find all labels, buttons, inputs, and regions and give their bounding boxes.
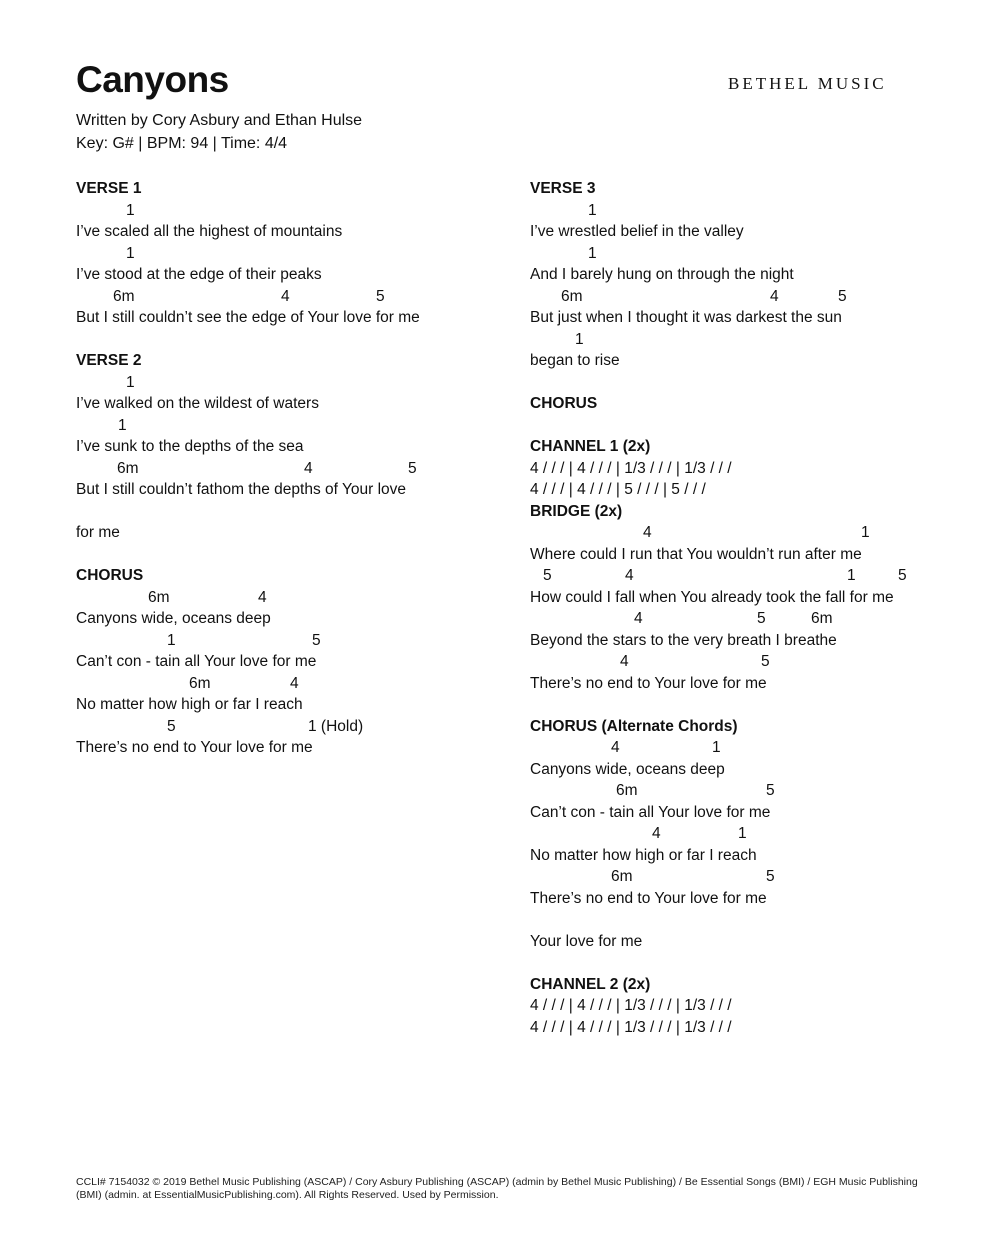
chord: 1 — [167, 631, 176, 649]
lyric-line: There’s no end to Your love for me — [76, 739, 313, 756]
chord: 1 — [126, 201, 135, 219]
chord: 5 — [757, 610, 766, 627]
chord-line — [76, 372, 496, 394]
chord: 5 — [766, 782, 775, 799]
lyric-line: Can’t con - tain all Your love for me — [530, 803, 771, 821]
copyright-footer: CCLI# 7154032 © 2019 Bethel Music Publishing (ASCAP) / Cory Asbury Publishing (ASCAP) (admin by Bethel Music Publishing) / Be Essential Songs (BMI) / EGH Music Publishing (BMI) (admin. at EssentialMusicPublishing.com). All Rights Reserved. Used by Permission. — [76, 1176, 918, 1201]
chord: 4 — [620, 653, 629, 670]
blank-line — [76, 544, 496, 566]
lyric-line: I’ve scaled all the highest of mountains — [76, 223, 343, 240]
blank-line — [530, 694, 970, 716]
section-heading: CHORUS — [530, 395, 598, 412]
chord-line — [530, 200, 970, 222]
lyric-line: 4 / / / | 4 / / / | 1/3 / / / | 1/3 / / / — [530, 1018, 732, 1036]
chord-line — [530, 780, 970, 802]
right-column — [530, 178, 970, 1038]
chord: 6m — [616, 782, 638, 799]
chord-line — [530, 823, 970, 845]
chord: 1 — [126, 244, 135, 262]
lyric-line: How could I fall when You already took the fall for me — [530, 588, 894, 606]
chord-line — [76, 415, 496, 437]
chord: 5 — [543, 567, 552, 584]
chord-line — [530, 286, 970, 308]
chord: 4 — [625, 567, 634, 584]
chord-line — [76, 673, 496, 695]
chord: 1 — [588, 244, 597, 262]
chord: 4 — [304, 459, 313, 477]
chord-line — [530, 329, 970, 351]
chord: 4 — [611, 739, 620, 756]
section-heading: VERSE 2 — [76, 352, 142, 369]
chord-line — [530, 866, 970, 888]
blank-line — [530, 909, 970, 931]
chord: 6m — [117, 459, 139, 477]
chord-line — [76, 458, 496, 480]
lyric-line: 4 / / / | 4 / / / | 1/3 / / / | 1/3 / / / — [530, 459, 732, 477]
blank-line — [76, 501, 496, 523]
song-writers: Written by Cory Asbury and Ethan Hulse — [76, 112, 363, 129]
lyric-line: I’ve walked on the wildest of waters — [76, 395, 319, 412]
chord: 1 (Hold) — [308, 717, 364, 735]
lyric-line: 4 / / / | 4 / / / | 5 / / / | 5 / / / — [530, 481, 706, 498]
lyric-line: But just when I thought it was darkest the sun — [530, 309, 842, 326]
chord: 6m — [611, 868, 633, 885]
chord: 4 — [258, 588, 267, 606]
chord-line — [530, 522, 970, 544]
blank-line — [530, 415, 970, 437]
song-title: Canyons — [76, 59, 229, 100]
chord: 4 — [281, 287, 290, 305]
song-meta: Key: G# | BPM: 94 | Time: 4/4 — [76, 135, 288, 152]
lyric-line: Canyons wide, oceans deep — [76, 610, 271, 627]
chord: 6m — [113, 287, 135, 305]
lyric-line: There’s no end to Your love for me — [530, 674, 767, 692]
lyric-line: No matter how high or far I reach — [76, 696, 303, 713]
lyric-line: No matter how high or far I reach — [530, 846, 757, 864]
section-heading: CHORUS — [76, 567, 144, 584]
section-heading: CHORUS (Alternate Chords) — [530, 717, 738, 735]
lyric-line: for me — [76, 524, 120, 541]
chord: 6m — [148, 588, 170, 606]
lyric-line: Where could I run that You wouldn’t run after me — [530, 545, 862, 563]
lyric-line: I’ve stood at the edge of their peaks — [76, 266, 322, 283]
chord: 1 — [738, 825, 747, 842]
blank-line — [530, 952, 970, 974]
section-heading: VERSE 1 — [76, 180, 142, 197]
brand-logo: BETHEL MUSIC — [728, 74, 887, 93]
chord: 4 — [770, 287, 779, 305]
lyric-line: Beyond the stars to the very breath I breathe — [530, 631, 837, 649]
lyric-line: Can’t con - tain all Your love for me — [76, 653, 317, 670]
blank-line — [76, 329, 496, 351]
chord: 5 — [838, 287, 847, 305]
section-heading: BRIDGE (2x) — [530, 502, 623, 520]
chord: 5 — [312, 631, 321, 649]
chord-line — [530, 651, 970, 673]
chord: 4 — [290, 674, 299, 692]
chord: 1 — [118, 416, 127, 434]
chord: 5 — [898, 567, 907, 584]
chord-line — [76, 716, 496, 738]
chord: 6m — [811, 610, 833, 627]
section-heading: CHANNEL 1 (2x) — [530, 438, 651, 455]
lyric-line: 4 / / / | 4 / / / | 1/3 / / / | 1/3 / / / — [530, 997, 732, 1014]
left-column — [76, 178, 496, 759]
lyric-line: There’s no end to Your love for me — [530, 889, 767, 907]
chord-line — [76, 286, 496, 308]
chord: 6m — [561, 287, 583, 305]
chord: 1 — [588, 201, 597, 219]
chord-line — [76, 243, 496, 265]
chord-line — [530, 737, 970, 759]
section-heading: CHANNEL 2 (2x) — [530, 975, 651, 993]
chord: 1 — [847, 567, 856, 584]
lyric-line: Your love for me — [530, 932, 643, 950]
chord: 1 — [861, 524, 870, 541]
chord-line — [76, 630, 496, 652]
chord: 6m — [189, 674, 211, 692]
chord-line — [530, 608, 970, 630]
lyric-line: began to rise — [530, 352, 620, 369]
chord: 5 — [761, 653, 770, 670]
chord: 4 — [652, 825, 661, 842]
lyric-line: Canyons wide, oceans deep — [530, 760, 725, 778]
chord: 1 — [126, 373, 135, 391]
section-heading: VERSE 3 — [530, 180, 596, 197]
chord: 4 — [634, 610, 643, 627]
blank-line — [530, 372, 970, 394]
chord-line — [530, 243, 970, 265]
lyric-line: And I barely hung on through the night — [530, 266, 794, 283]
chord-line — [530, 565, 970, 587]
chord-line — [76, 200, 496, 222]
chord-line — [76, 587, 496, 609]
lyric-line: I’ve sunk to the depths of the sea — [76, 438, 304, 455]
chord: 5 — [408, 459, 417, 477]
chord: 1 — [575, 330, 584, 348]
chord: 5 — [766, 868, 775, 885]
lyric-line: But I still couldn’t see the edge of Your love for me — [76, 309, 420, 326]
lyric-line: I’ve wrestled belief in the valley — [530, 223, 744, 240]
chord: 1 — [712, 739, 721, 756]
chord: 5 — [376, 287, 385, 305]
chord: 4 — [643, 524, 652, 541]
lyric-line: But I still couldn’t fathom the depths of Your love — [76, 481, 407, 498]
chord: 5 — [167, 717, 176, 735]
